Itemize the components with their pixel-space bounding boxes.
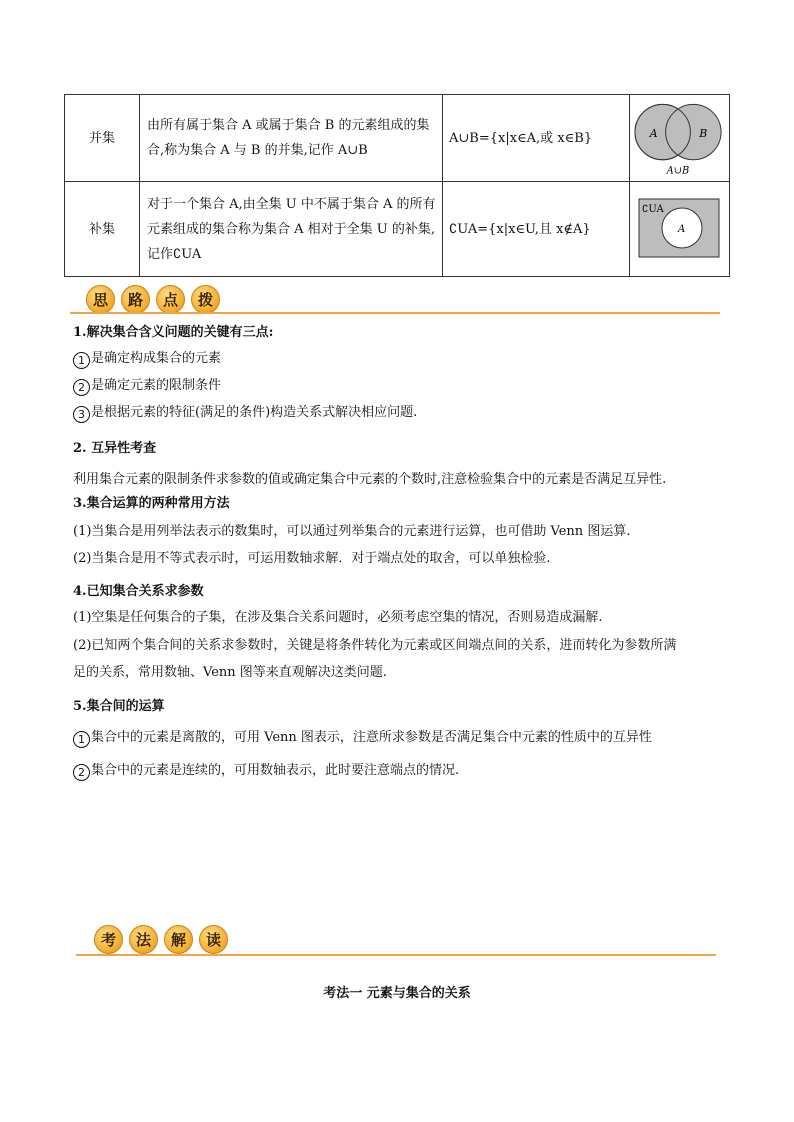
list-item-text: 是确定构成集合的元素 [91, 351, 222, 366]
heading-1: 1.解决集合含义问题的关键有三点: [73, 325, 274, 340]
list-item [73, 347, 221, 369]
row-figure [630, 95, 730, 182]
list-item-text: 是根据元素的特征(满足的条件)构造关系式解决相应问题. [91, 405, 418, 420]
union-venn-diagram [630, 98, 729, 178]
heading-3: 3.集合运算的两种常用方法 [73, 496, 230, 511]
row-symbol: A∪B={x|x∈A,或 x∈B} [443, 95, 630, 182]
section-banner-tips [86, 285, 220, 315]
row-description: 由所有属于集合 A 或属于集合 B 的元素组成的集合,称为集合 A 与 B 的并集,记作 A∪B [140, 95, 443, 182]
row-figure [630, 182, 730, 277]
paragraph: (1)空集是任何集合的子集，在涉及集合关系问题时，必须考虑空集的情况，否则易造成漏解. [73, 610, 603, 625]
banner-badge: 路 [121, 285, 150, 314]
paragraph: (2)已知两个集合间的关系求参数时，关键是将条件转化为元素或区间端点间的关系，进而转化为参数所满 [73, 638, 677, 653]
paragraph: 利用集合元素的限制条件求参数的值或确定集合中元素的个数时,注意检验集合中的元素是否满足互异性. [73, 472, 667, 487]
complement-label-a: A [677, 224, 685, 235]
paragraph: 足的关系，常用数轴、Venn 图等来直观解决这类问题. [73, 665, 387, 680]
heading-5: 5.集合间的运算 [73, 699, 165, 714]
banner-badge: 考 [94, 925, 123, 954]
banner-badge: 拨 [191, 285, 220, 314]
heading-4: 4.已知集合关系求参数 [73, 584, 204, 599]
venn-label-a: A [649, 127, 658, 141]
complement-corner-label: ∁UA [641, 204, 664, 215]
circled-number: 1 [73, 731, 90, 748]
set-operations-table [64, 94, 730, 277]
list-item-text: 集合中的元素是离散的，可用 Venn 图表示，注意所求参数是否满足集合中元素的性质中的互异性 [91, 730, 652, 745]
venn-label-b: B [699, 127, 708, 141]
row-name: 补集 [65, 182, 140, 277]
section-banner-methods [94, 925, 228, 955]
row-symbol: ∁UA={x|x∈U,且 x∉A} [443, 182, 630, 277]
banner-badge: 思 [86, 285, 115, 314]
banner-badge: 解 [164, 925, 193, 954]
table-row-complement [65, 182, 730, 277]
circled-number: 3 [73, 406, 90, 423]
paragraph: (2)当集合是用不等式表示时，可运用数轴求解．对于端点处的取舍，可以单独检验. [73, 551, 551, 566]
list-item-text: 集合中的元素是连续的，可用数轴表示，此时要注意端点的情况. [91, 763, 460, 778]
table-row-union [65, 95, 730, 182]
list-item [73, 401, 417, 423]
circled-number: 2 [73, 379, 90, 396]
circled-number: 1 [73, 352, 90, 369]
venn-caption: A∪B [666, 165, 690, 177]
row-name: 并集 [65, 95, 140, 182]
list-item [73, 726, 652, 748]
heading-2: 2. 互异性考查 [73, 441, 157, 456]
complement-venn-diagram [637, 197, 723, 261]
paragraph: (1)当集合是用列举法表示的数集时，可以通过列举集合的元素进行运算，也可借助 Venn 图运算. [73, 524, 631, 539]
banner-badge: 读 [199, 925, 228, 954]
method-title: 考法一 元素与集合的关系 [323, 986, 471, 1001]
list-item [73, 374, 221, 396]
section-divider [76, 954, 716, 956]
section-divider [70, 312, 720, 314]
banner-badge: 法 [129, 925, 158, 954]
row-description: 对于一个集合 A,由全集 U 中不属于集合 A 的所有元素组成的集合称为集合 A 相对于全集 U 的补集,记作∁UA [140, 182, 443, 277]
banner-badge: 点 [156, 285, 185, 314]
list-item-text: 是确定元素的限制条件 [91, 378, 222, 393]
circled-number: 2 [73, 764, 90, 781]
list-item [73, 759, 459, 781]
